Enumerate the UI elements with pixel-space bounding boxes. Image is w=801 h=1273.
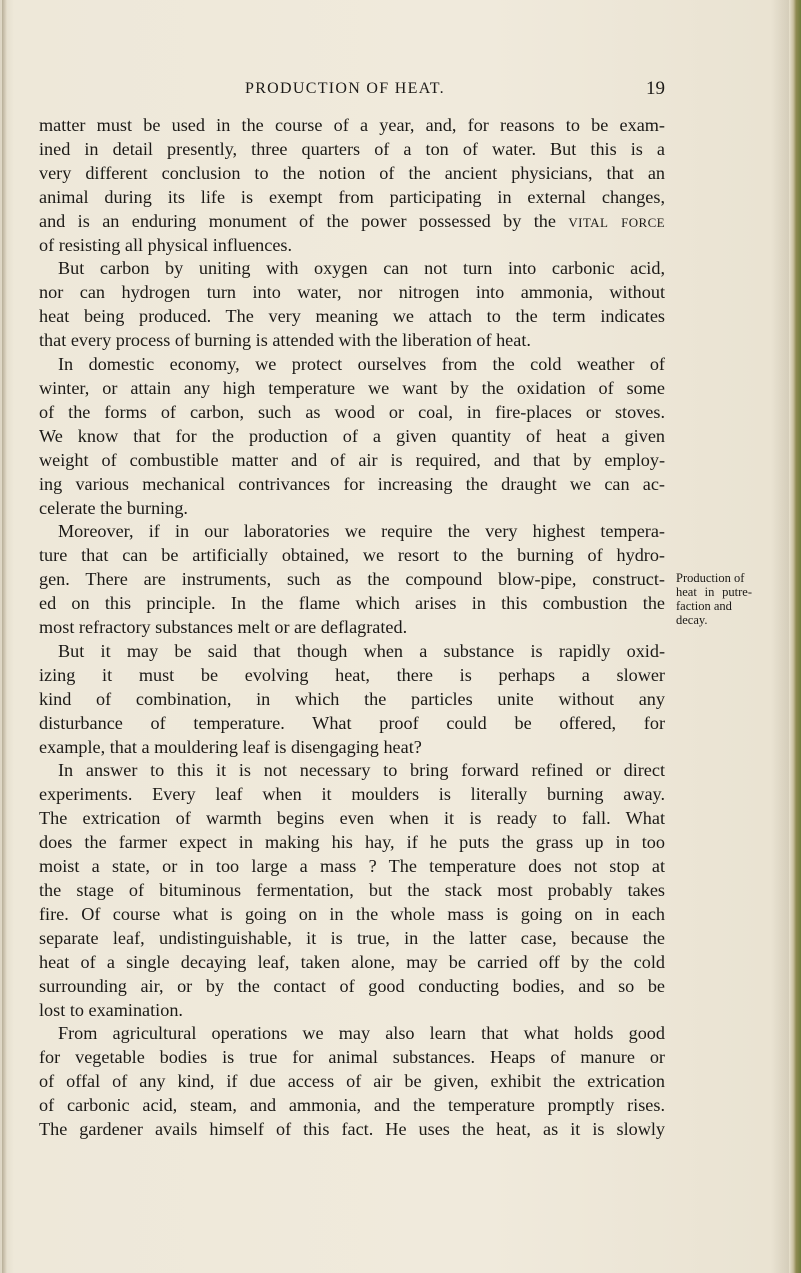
- text-line: of the forms of carbon, such as wood or coal, in fire-places or stoves.: [39, 401, 665, 422]
- text-line: example, that a mouldering leaf is disengaging heat?: [39, 736, 422, 757]
- running-head: [40, 80, 665, 102]
- body-text: [39, 114, 665, 1142]
- page-gutter-edge: [2, 0, 7, 1273]
- text-line: nor can hydrogen turn into water, nor nitrogen into ammonia, without: [39, 282, 665, 303]
- text-line: ture that can be artificially obtained, we resort to the burning of hydro-: [39, 545, 665, 566]
- text-line: heat of a single decaying leaf, taken alone, may be carried off by the cold: [39, 951, 665, 972]
- text-line: that every process of burning is attended with the liberation of heat.: [39, 330, 531, 351]
- text-line: fire. Of course what is going on in the whole mass is going on in each: [39, 903, 665, 924]
- margin-note-line: heat in putre-: [676, 585, 752, 599]
- text-line: animal during its life is exempt from participating in external changes,: [39, 186, 665, 207]
- running-title: PRODUCTION OF HEAT.: [245, 80, 445, 97]
- text-line: gen. There are instruments, such as the compound blow-pipe, construct-: [39, 569, 665, 590]
- page-number: 19: [646, 78, 665, 99]
- margin-note-line: Production of: [676, 571, 745, 585]
- text-line: From agricultural operations we may also learn that what holds good: [58, 1023, 665, 1044]
- text-line: winter, or attain any high temperature we want by the oxidation of some: [39, 377, 665, 398]
- text-line-with-small-caps: [39, 210, 665, 234]
- text-line: But carbon by uniting with oxygen can not turn into carbonic acid,: [58, 258, 665, 279]
- text-line: In domestic economy, we protect ourselves from the cold weather of: [58, 354, 665, 375]
- text-line: izing it must be evolving heat, there is perhaps a slower: [39, 664, 665, 685]
- text-line: ined in detail presently, three quarters of a ton of water. But this is a: [39, 138, 665, 159]
- text-line: disturbance of temperature. What proof could be offered, for: [39, 712, 665, 733]
- text-line: ed on this principle. In the flame which arises in this combustion the: [39, 593, 665, 614]
- text-line: of carbonic acid, steam, and ammonia, and the temperature promptly rises.: [39, 1095, 665, 1116]
- text-line: Moreover, if in our laboratories we require the very highest tempera-: [58, 521, 665, 542]
- text-line: of offal of any kind, if due access of air be given, exhibit the extrication: [39, 1071, 665, 1092]
- text-line: lost to examination.: [39, 999, 183, 1020]
- margin-note: [676, 571, 776, 627]
- text-line: of resisting all physical influences.: [39, 234, 293, 255]
- margin-note-line: faction and: [676, 599, 732, 613]
- text-line: the stage of bituminous fermentation, but the stack most probably takes: [39, 880, 665, 900]
- text-line: heat being produced. The very meaning we attach to the term indicates: [39, 306, 665, 327]
- text-line: The extrication of warmth begins even when it is ready to fall. What: [39, 808, 665, 829]
- text-line: very different conclusion to the notion of the ancient physicians, that an: [39, 162, 665, 183]
- text-line: In answer to this it is not necessary to bring forward refined or direct: [58, 760, 665, 781]
- text-line: The gardener avails himself of this fact. He uses the heat, as it is slowly: [39, 1119, 665, 1140]
- text-line: weight of combustible matter and of air is required, and that by employ-: [39, 449, 665, 470]
- page-right-edge: [789, 0, 801, 1273]
- text-line: most refractory substances melt or are deflagrated.: [39, 617, 408, 638]
- text-line: We know that for the production of a given quantity of heat a given: [39, 425, 665, 446]
- text-line: ing various mechanical contrivances for increasing the draught we can ac-: [39, 473, 665, 494]
- text-line: separate leaf, undistinguishable, it is true, in the latter case, because the: [39, 927, 665, 948]
- text-line: for vegetable bodies is true for animal substances. Heaps of manure or: [39, 1047, 665, 1068]
- text-line: moist a state, or in too large a mass ? The temperature does not stop at: [39, 856, 665, 877]
- text-line: kind of combination, in which the particles unite without any: [39, 688, 665, 709]
- small-caps-phrase: vital force: [568, 210, 666, 231]
- text-fragment: and is an enduring monument of the power possessed by the: [39, 210, 569, 231]
- text-line: celerate the burning.: [39, 497, 188, 518]
- text-line: experiments. Every leaf when it moulders is literally burning away.: [39, 784, 665, 805]
- text-line: But it may be said that though when a substance is rapidly oxid-: [58, 640, 665, 661]
- text-line: matter must be used in the course of a year, and, for reasons to be exam-: [39, 115, 665, 135]
- text-line: surrounding air, or by the contact of good conducting bodies, and so be: [39, 975, 665, 996]
- text-line: does the farmer expect in making his hay, if he puts the grass up in too: [39, 832, 665, 853]
- page-fold-shadow: [771, 0, 789, 1273]
- margin-note-line: decay.: [676, 613, 708, 627]
